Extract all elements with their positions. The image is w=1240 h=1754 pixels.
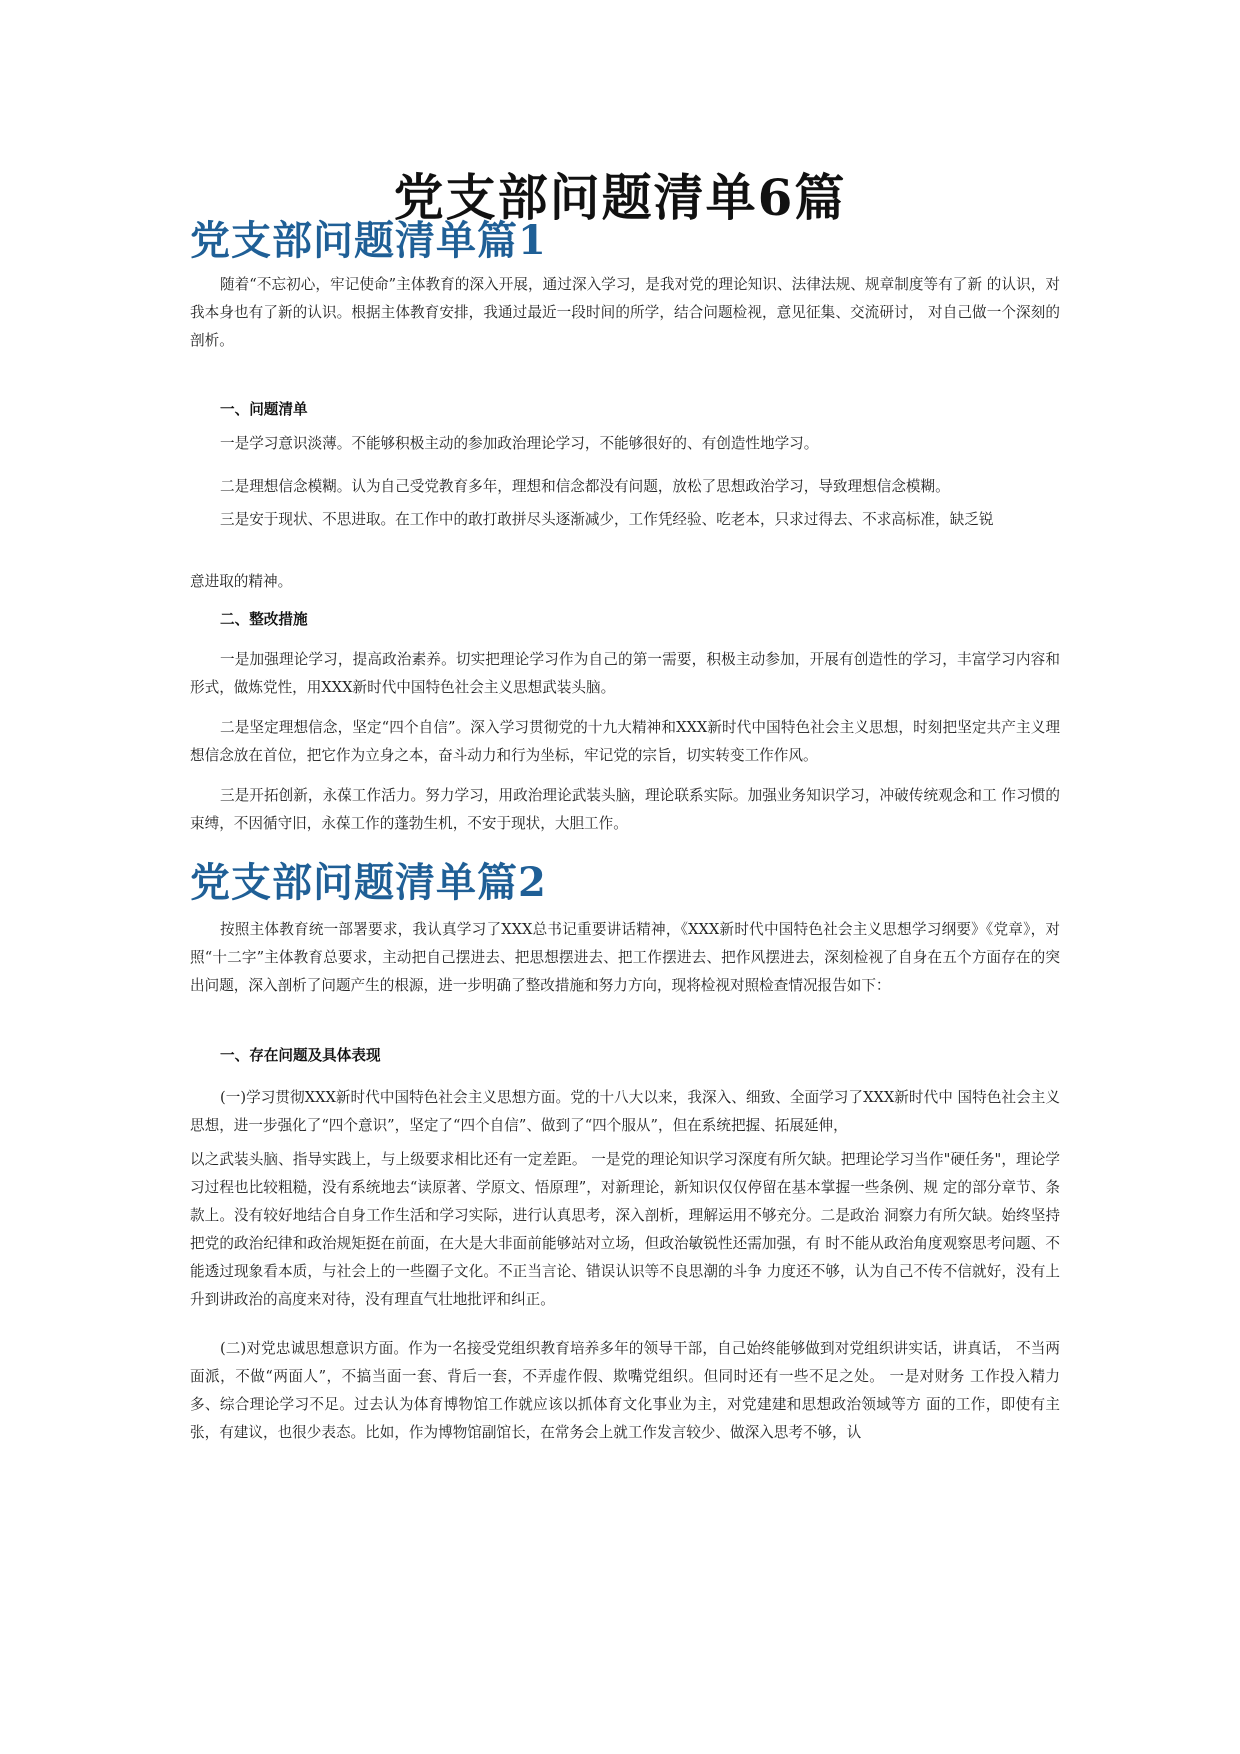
part1-measure-2: 二是坚定理想信念，坚定“四个自信”。深入学习贯彻党的十九大精神和XXX新时代中国特色社会主义思想，时刻把坚定共产主义理想信念放在首位，把它作为立身之本，奋斗动力和行为坐标，牢记党的宗旨，切实转变工作作风。: [190, 719, 1060, 764]
part2-subheading-problems: 一、存在问题及具体表现: [220, 1047, 381, 1064]
section-heading-2: 党支部问题清单篇2: [190, 859, 547, 906]
section-heading-1: 党支部问题清单篇1: [190, 217, 547, 264]
part1-problem-3-end: 意进取的精神。: [190, 573, 293, 590]
document-title: 党支部问题清单6篇: [393, 168, 847, 227]
part1-measure-1: 一是加强理论学习，提高政治素养。切实把理论学习作为自己的第一需要，积极主动参加，开展有创造性的学习，丰富学习内容和形式，做炼党性，用XXX新时代中国特色社会主义思想武装头脑。: [190, 651, 1060, 696]
part2-section-1-start: (一)学习贯彻XXX新时代中国特色社会主义思想方面。党的十八大以来，我深入、细致、全面学习了XXX新时代中 国特色社会主义思想，进一步强化了“四个意识”，坚定了“四个自信”、做到了“四个服从”，但在系统把握、拓展延伸，: [190, 1089, 1060, 1134]
part1-problem-2: 二是理想信念模糊。认为自己受党教育多年，理想和信念都没有问题，放松了思想政治学习，导致理想信念模糊。: [220, 478, 950, 495]
part2-section-1-body: 以之武装头脑、指导实践上，与上级要求相比还有一定差距。 一是党的理论知识学习深度有所欠缺。把理论学习当作"硬任务"，理论学习过程也比较粗糙，没有系统地去“读原著、学原文、悟原理”，对新理论，新知识仅仅停留在基本掌握一些条例、规 定的部分章节、条款上。没有较好地结合自身工作生活和学习实际，进行认真思考，深入剖析，理解运用不够充分。二是政治 洞察力有所欠缺。始终坚持把党的政治纪律和政治规矩挺在前面，在大是大非面前能够站对立场，但政治敏锐性还需加强，有 时不能从政治角度观察思考问题、不能透过现象看本质，与社会上的一些圈子文化。不正当言论、错误认识等不良思潮的斗争 力度还不够，认为自己不传不信就好，没有上升到讲政治的高度来对待，没有理直气壮地批评和纠正。: [190, 1151, 1060, 1308]
part1-intro-paragraph: 随着“不忘初心，牢记使命”主体教育的深入开展，通过深入学习，是我对党的理论知识、法律法规、规章制度等有了新 的认识，对我本身也有了新的认识。根据主体教育安排，我通过最近一段时间的所学，结合问题检视，意见征集、交流研讨， 对自己做一个深刻的剖析。: [190, 276, 1060, 349]
part1-problem-3-start: 三是安于现状、不思进取。在工作中的敢打敢拼尽头逐渐减少，工作凭经验、吃老本，只求过得去、不求高标准，缺乏锐: [220, 511, 994, 528]
part2-section-2: (二)对党忠诚思想意识方面。作为一名接受党组织教育培养多年的领导干部，自己始终能够做到对党组织讲实话，讲真话， 不当两面派，不做“两面人”，不搞当面一套、背后一套，不弄虚作假、欺嘴党组织。但同时还有一些不足之处。 一是对财务 工作投入精力多、综合理论学习不足。过去认为体育博物馆工作就应该以抓体育文化事业为主，对党建建和思想政治领域等方 面的工作，即使有主张，有建议，也很少表态。比如，作为博物馆副馆长，在常务会上就工作发言较少、做深入思考不够，认: [190, 1340, 1060, 1441]
part1-measure-3: 三是开拓创新，永葆工作活力。努力学习，用政治理论武装头脑，理论联系实际。加强业务知识学习，冲破传统观念和工 作习惯的束缚，不因循守旧，永葆工作的蓬勃生机，不安于现状，大胆工作。: [190, 787, 1060, 832]
part1-subheading-measures: 二、整改措施: [220, 611, 308, 628]
part1-problem-1: 一是学习意识淡薄。不能够积极主动的参加政治理论学习，不能够很好的、有创造性地学习。: [220, 435, 819, 452]
part1-subheading-problems: 一、问题清单: [220, 401, 308, 418]
part2-intro-paragraph: 按照主体教育统一部署要求，我认真学习了XXX总书记重要讲话精神，《XXX新时代中国特色社会主义思想学习纲要》《党章》，对照“十二字”主体教育总要求，主动把自己摆进去、把思想摆进去、把工作摆进去、把作风摆进去，深刻检视了自身在五个方面存在的突出问题，深入剖析了问题产生的根源，进一步明确了整改措施和努力方向，现将检视对照检查情况报告如下：: [190, 921, 1060, 994]
